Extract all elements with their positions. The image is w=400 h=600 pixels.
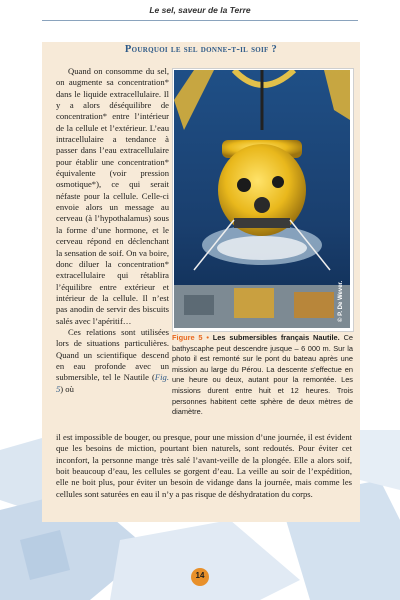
paragraph-2	[56, 327, 169, 395]
submersible-photo	[174, 70, 350, 328]
box-full-width-text: il est impossible de bouger, ou presque, pour une mission d’une journée, il est évident que les besoins de miction, pourtant bien naturels, sont redoutés. Pour éviter cet inconfort, la personne mange très salé l’avant-veille de la plongée. Elle a alors soif, boit beaucoup d’eau, les cellules se gorgent d’eau. La veille au soir de l’expédition, elle ne boit plus, pour éviter un besoin de vidange dans la journée, mais comme les cellules sont saturées en eau il n’y a pas risque de déshydratation du corps.	[56, 432, 352, 499]
box-column-text	[56, 66, 169, 395]
paragraph-2-end: ) où	[60, 383, 74, 394]
figure-caption-text: Ce bathyscaphe peut descendre jusque – 6 000 m. Sur la photo il est remonté sur le pont du bateau après une mission au large du Pérou. La descente s’effectue en une heure ou deux, autant pour la remontée. Les missions durent entre huit et 12 heures. Trois personnes habitent cette sphère de deux mètres de diamètre.	[172, 333, 354, 417]
page-number: 14	[195, 571, 205, 580]
figure-caption	[172, 333, 353, 418]
figure-number: Figure 5 •	[172, 333, 209, 342]
box-title: Pourquoi le sel donne-t-il soif ?	[124, 44, 278, 55]
paragraph-1: Quand on consomme du sel, on augmente sa concentration* dans le liquide extracellulaire. Il y a alors déséquilibre de concentration* entre l’intérieur de la cellule et l’extérieur. L’eau intracellulaire a tendance à passer dans l’eau extracellulaire pour établir une concentration* équivalente (voir pression osmotique*), ce qui serait néfaste pour la cellule. Celle-ci envoie alors un message au cerveau (à l’hypothalamus) sous la forme d’une hormone, et le cerveau répond en déclenchant la sensation de soif. On va boire, donc diluer la concentration* extracellulaire qui rétablira l’équilibre entre extérieur et intérieur de la cellule. Il n’est pas anodin de servir des biscuits salés avec l’apéritif…	[56, 66, 169, 326]
running-header: Le sel, saveur de la Terre	[149, 5, 251, 15]
figure-title: Les submersibles français Nautile.	[212, 333, 340, 342]
figure-reference-link[interactable]: Fig. 5	[56, 372, 169, 394]
paragraph-2-start: Ces relations sont utilisées lors de situations particulières. Quand un scientifique descend en eau profonde avec un submersible, tel le Nautile (	[56, 326, 169, 383]
photo-credit: © P. De Wever.	[338, 280, 344, 322]
header-rule	[42, 20, 358, 21]
